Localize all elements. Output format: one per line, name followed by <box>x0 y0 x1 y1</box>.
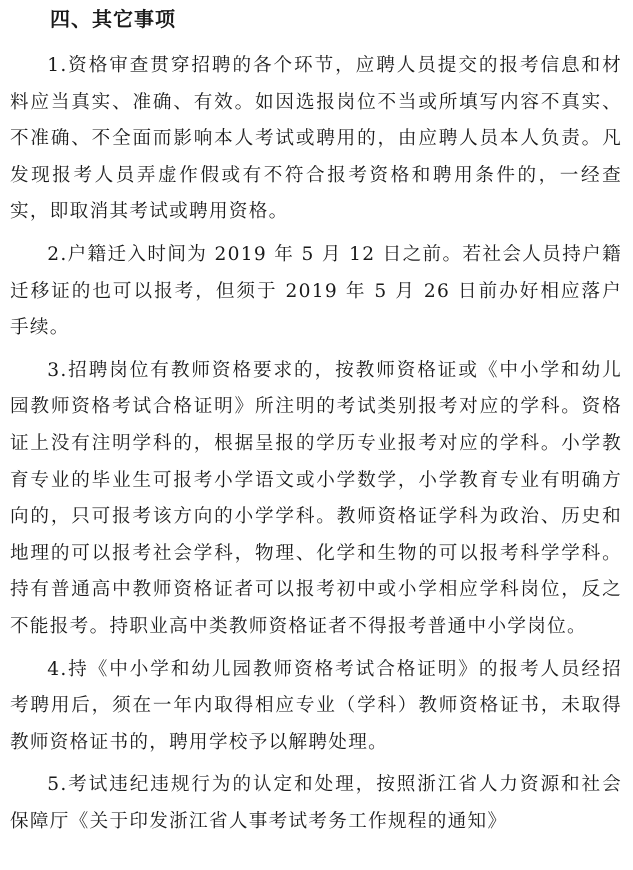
document-page <box>10 0 622 840</box>
paragraph-household-registration: 2.户籍迁入时间为 2019 年 5 月 12 日之前。若社会人员持户籍迁移证的也可以报考，但须于 2019 年 5 月 26 日前办好相应落户手续。 <box>10 243 622 339</box>
paragraph-qualification-review: 1.资格审查贯穿招聘的各个环节，应聘人员提交的报考信息和材料应当真实、准确、有效。如因选报岗位不当或所填写内容不真实、不准确、不全面而影响本人考试或聘用的，由应聘人员本人负责。凡发现报考人员弄虚作假或有不符合报考资格和聘用条件的，一经查实，即取消其考试或聘用资格。 <box>10 55 622 223</box>
paragraph-teacher-qualification: 3.招聘岗位有教师资格要求的，按教师资格证或《中小学和幼儿园教师资格考试合格证明》所注明的考试类别报考对应的学科。资格证上没有注明学科的，根据呈报的学历专业报考对应的学科。小学教育专业的毕业生可报考小学语文或小学数学，小学教育专业有明确方向的，只可报考该方向的小学学科。教师资格证学科为政治、历史和地理的可以报考社会学科，物理、化学和生物的可以报考科学学科。持有普通高中教师资格证者可以报考初中或小学相应学科岗位，反之不能报考。持职业高中类教师资格证者不得报考普通中小学岗位。 <box>10 359 622 637</box>
paragraph-exam-violations: 5.考试违纪违规行为的认定和处理，按照浙江省人力资源和社会保障厅《关于印发浙江省人事考试考务工作规程的通知》 <box>10 774 622 832</box>
section-heading: 四、其它事项 <box>50 7 176 31</box>
paragraph-certificate-deadline: 4.持《中小学和幼儿园教师资格考试合格证明》的报考人员经招考聘用后，须在一年内取得相应专业（学科）教师资格证书，未取得教师资格证书的，聘用学校予以解聘处理。 <box>10 658 622 753</box>
